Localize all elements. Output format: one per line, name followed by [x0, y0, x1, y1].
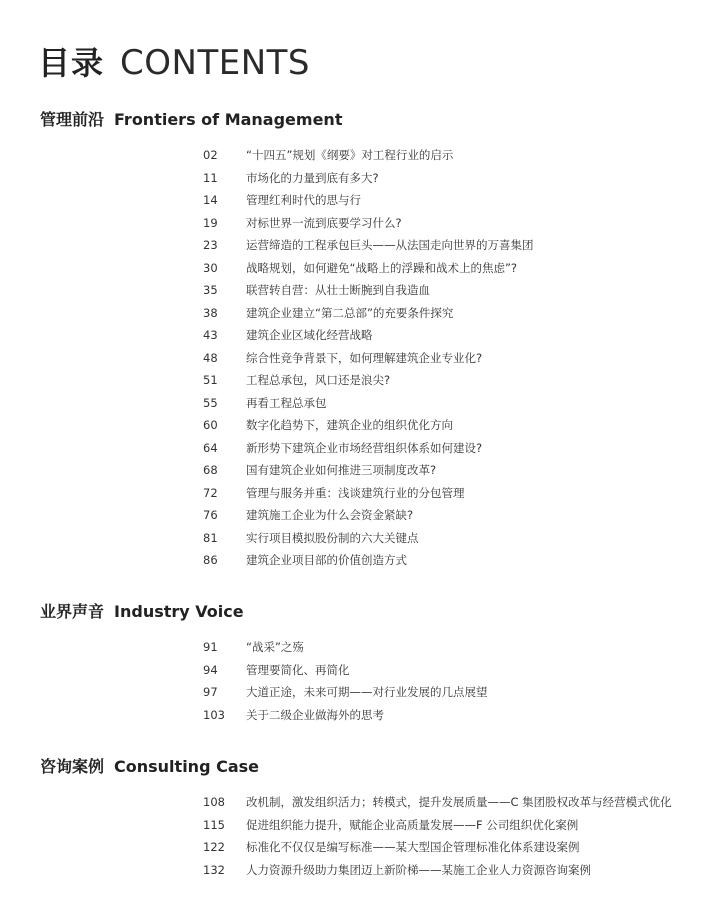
- toc-entry-page-number: 43: [203, 328, 218, 342]
- toc-entry-title: 关于二级企业做海外的思考: [246, 707, 384, 722]
- toc-entry-title: 实行项目模拟股份制的六大关键点: [246, 530, 419, 545]
- toc-entry-page-number: 103: [203, 707, 225, 722]
- toc-entry-page-number: 76: [203, 508, 218, 522]
- section-heading-frontiers: [40, 107, 342, 130]
- section-heading-english: Industry Voice: [114, 602, 244, 621]
- toc-entry-title: 数字化趋势下，建筑企业的组织优化方向: [246, 418, 453, 432]
- toc-entry-title: 国有建筑企业如何推进三项制度改革?: [246, 463, 437, 477]
- toc-entry-title: 管理要简化、再简化: [246, 662, 350, 677]
- section-heading-chinese: 管理前沿: [40, 110, 105, 129]
- toc-entry-title: 管理红利时代的思与行: [246, 193, 361, 207]
- toc-entry-page-number: 81: [203, 530, 218, 545]
- toc-entry-page-number: 115: [203, 817, 225, 832]
- toc-entry-title: 建筑企业项目部的价值创造方式: [246, 553, 407, 567]
- toc-entry-title: 新形势下建筑企业市场经营组织体系如何建设?: [246, 440, 483, 455]
- toc-entry-title: 对标世界一流到底要学习什么?: [246, 215, 402, 230]
- toc-entry-page-number: 91: [203, 640, 218, 654]
- toc-entry-page-number: 38: [203, 305, 218, 320]
- section-heading-chinese: 业界声音: [40, 602, 105, 621]
- toc-entry-title: “十四五”规划《纲要》对工程行业的启示: [246, 148, 454, 162]
- toc-entry-title: 战略规划，如何避免“战略上的浮躁和战术上的焦虑”?: [246, 260, 518, 275]
- toc-entry-title: 再看工程总承包: [246, 395, 327, 410]
- toc-entry-page-number: 51: [203, 373, 218, 387]
- page-title: [38, 38, 310, 82]
- toc-entry-page-number: 14: [203, 193, 218, 207]
- toc-entry-title: 人力资源升级助力集团迈上新阶梯——某施工企业人力资源咨询案例: [246, 862, 591, 877]
- toc-entry-page-number: 72: [203, 485, 218, 500]
- toc-entry-page-number: 68: [203, 463, 218, 477]
- toc-entry-page-number: 19: [203, 215, 218, 230]
- toc-entry-page-number: 35: [203, 283, 218, 297]
- toc-entry-page-number: 11: [203, 170, 218, 185]
- toc-entry-title: 管理与服务并重：浅谈建筑行业的分包管理: [246, 485, 465, 500]
- toc-entry-title: 综合性竞争背景下，如何理解建筑企业专业化?: [246, 350, 483, 365]
- toc-entry-title: “战采”之殇: [246, 640, 304, 654]
- toc-entry-title: 建筑企业建立“第二总部”的充要条件探究: [246, 305, 454, 320]
- toc-entry-title: 市场化的力量到底有多大?: [246, 170, 379, 185]
- toc-entry-page-number: 55: [203, 395, 218, 410]
- toc-entry-page-number: 94: [203, 662, 218, 677]
- toc-entry-title: 运营缔造的工程承包巨头——从法国走向世界的万喜集团: [246, 238, 534, 252]
- toc-entry-title: 建筑企业区域化经营战略: [246, 328, 373, 342]
- page-title-chinese: 目录: [38, 44, 105, 82]
- toc-entry-page-number: 132: [203, 862, 225, 877]
- toc-entry-page-number: 30: [203, 260, 218, 275]
- section-heading-industry-voice: [40, 599, 244, 622]
- section-heading-english: Frontiers of Management: [114, 110, 343, 129]
- toc-entry-title: 大道正途，未来可期——对行业发展的几点展望: [246, 685, 488, 699]
- toc-entry-page-number: 64: [203, 440, 218, 455]
- toc-entry-title: 改机制，激发组织活力；转模式，提升发展质量——C 集团股权改革与经营模式优化: [246, 795, 672, 809]
- toc-entry-page-number: 60: [203, 418, 218, 432]
- toc-entry-page-number: 02: [203, 148, 218, 162]
- toc-entry-page-number: 86: [203, 553, 218, 567]
- section-heading-consulting-case: [40, 754, 259, 777]
- toc-entry-page-number: 97: [203, 685, 218, 699]
- page-title-english: CONTENTS: [120, 43, 310, 83]
- toc-entry-title: 促进组织能力提升，赋能企业高质量发展——F 公司组织优化案例: [246, 817, 579, 832]
- toc-entry-title: 联营转自营：从壮士断腕到自我造血: [246, 283, 430, 297]
- toc-entry-page-number: 108: [203, 795, 225, 809]
- toc-entry-page-number: 48: [203, 350, 218, 365]
- toc-entry-page-number: 122: [203, 840, 225, 854]
- toc-entry-title: 建筑施工企业为什么会资金紧缺?: [246, 508, 414, 522]
- toc-entry-page-number: 23: [203, 238, 218, 252]
- section-heading-english: Consulting Case: [114, 757, 259, 776]
- toc-entry-title: 工程总承包，风口还是浪尖?: [246, 373, 391, 387]
- section-heading-chinese: 咨询案例: [40, 757, 105, 776]
- toc-entry-title: 标准化不仅仅是编写标准——某大型国企管理标准化体系建设案例: [246, 840, 580, 854]
